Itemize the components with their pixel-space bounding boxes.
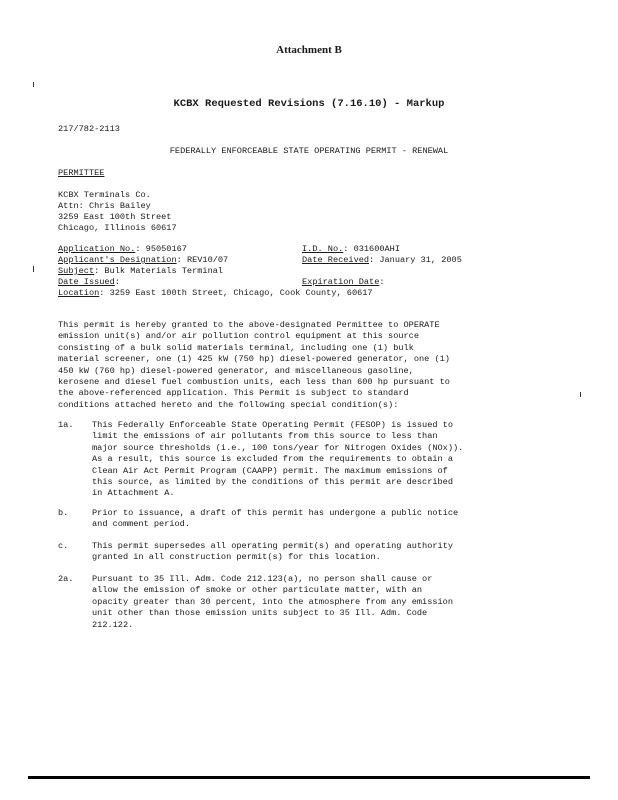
condition-text: This permit supersedes all operating permit(s) and operating authority granted in all construction permit(s) for this location. bbox=[92, 541, 453, 563]
id-no-value: : 031600AHI bbox=[343, 244, 400, 254]
permittee-attn: Attn: Chris Bailey bbox=[58, 201, 151, 211]
subject-value: : Bulk Materials Terminal bbox=[94, 266, 224, 276]
permit-title: FEDERALLY ENFORCEABLE STATE OPERATING PERMIT - RENEWAL bbox=[169, 146, 449, 156]
condition-text: This Federally Enforceable State Operating Permit (FESOP) is issued to limit the emissions of air pollutants from this source to less than major source thresholds (i.e., 100 tons/year for Nitrogen Oxides (NOx)). As a result, this source is excluded from the requirements to obtain a Clean Air Act Permit Program (CAAPP) permit. The maximum emissions of this source, as limited by the conditions of this permit are described in Attachment A. bbox=[92, 420, 464, 499]
permittee-city: Chicago, Illinois 60617 bbox=[58, 223, 177, 233]
date-received-value: : January 31, 2005 bbox=[369, 255, 462, 265]
application-no-value: : 95050167 bbox=[135, 244, 187, 254]
expiration-label: Expiration Date bbox=[302, 277, 380, 287]
condition-number: b. bbox=[58, 508, 69, 518]
condition-number: 2a. bbox=[58, 574, 74, 584]
expiration-value: : bbox=[379, 277, 385, 287]
scan-mark bbox=[580, 392, 581, 397]
location-value: : 3259 East 100th Street, Chicago, Cook County, 60617 bbox=[99, 288, 373, 298]
subject-label: Subject bbox=[58, 266, 95, 276]
condition-text: Pursuant to 35 Ill. Adm. Code 212.123(a), no person shall cause or allow the emission of smoke or other particulate matter, with an opacity greater than 30 percent, into the atmosphere from any emission unit other than those emission units subject to 35 Ill. Adm. Code 212.122. bbox=[92, 574, 453, 630]
revisions-title: KCBX Requested Revisions (7.16.10) - Markup bbox=[173, 98, 445, 110]
condition-number: c. bbox=[58, 541, 69, 551]
date-issued-label: Date Issued bbox=[58, 277, 115, 287]
permittee-heading: PERMITTEE bbox=[58, 168, 105, 178]
condition-number: 1a. bbox=[58, 420, 74, 430]
date-issued-value: : bbox=[114, 277, 120, 287]
permittee-name: KCBX Terminals Co. bbox=[58, 190, 151, 200]
scan-mark bbox=[33, 266, 34, 272]
location-label: Location bbox=[58, 288, 100, 298]
attachment-label: Attachment B bbox=[276, 44, 342, 56]
condition-text: Prior to issuance, a draft of this permit has undergone a public notice and comment period. bbox=[92, 508, 459, 530]
designation-label: Applicant's Designation bbox=[58, 255, 177, 265]
date-received bbox=[302, 254, 462, 266]
permittee-street: 3259 East 100th Street bbox=[58, 212, 172, 222]
designation-value: : REV10/07 bbox=[176, 255, 229, 265]
date-received-label: Date Received bbox=[302, 255, 370, 265]
intro-paragraph: This permit is hereby granted to the above-designated Permittee to OPERATE emission unit(s) and/or air pollution control equipment at this source consisting of a bulk solid materials terminal, including one (1) bulk material screener, one (1) 425 kW (750 hp) diesel-powered generator, one (1) 450 kW (760 hp) diesel-powered generator, and miscellaneous gasoline, kerosene and diesel fuel combustion units, each less than 600 hp pursuant to the above-referenced application. This Permit is subject to standard conditions attached hereto and the following special condition(s): bbox=[58, 320, 450, 410]
phone-number: 217/782-2113 bbox=[58, 124, 120, 134]
bottom-rule bbox=[28, 776, 590, 779]
scan-mark bbox=[33, 82, 34, 87]
id-no-label: I.D. No. bbox=[302, 244, 344, 254]
application-no-label: Application No. bbox=[58, 244, 136, 254]
location bbox=[58, 287, 373, 299]
